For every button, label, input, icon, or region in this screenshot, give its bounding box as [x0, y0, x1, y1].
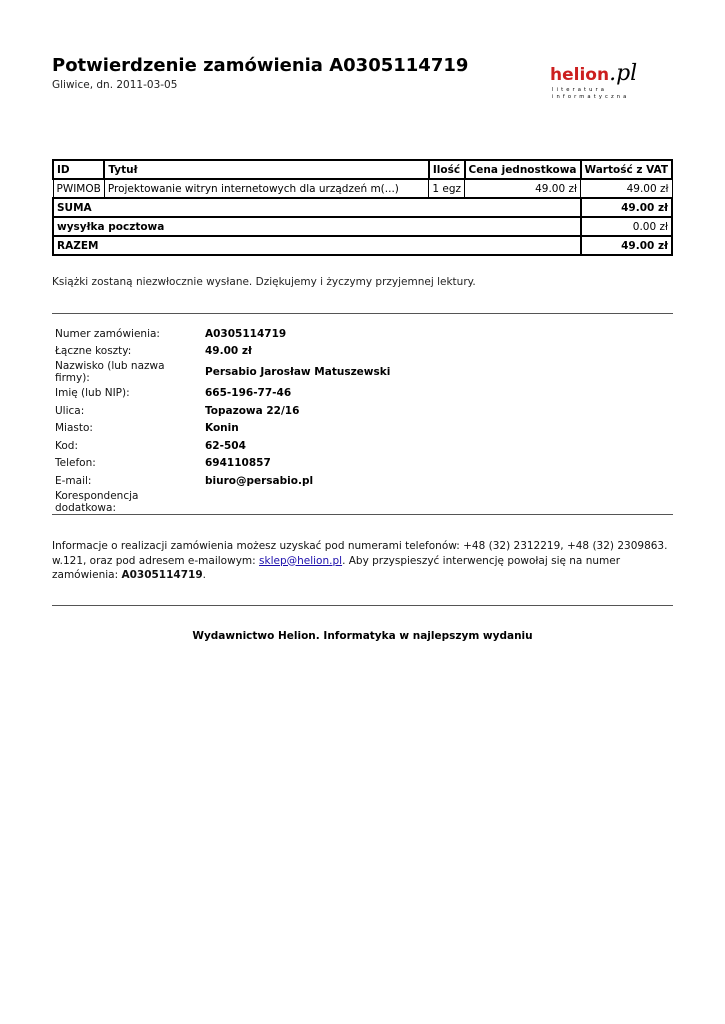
detail-label: E-mail:: [55, 474, 92, 487]
detail-row: [52, 325, 552, 343]
info-text-end: .: [202, 569, 206, 581]
cell-title: Projektowanie witryn internetowych dla urządzeń m(...): [104, 179, 429, 198]
shop-email-link[interactable]: sklep@helion.pl: [259, 554, 343, 567]
detail-value: 665-196-77-46: [205, 386, 292, 399]
cell-unit-price: 49.00 zł: [465, 179, 581, 198]
total-value: 49.00 zł: [581, 236, 673, 255]
detail-row: [52, 419, 552, 437]
detail-label: Telefon:: [55, 457, 96, 470]
order-items-table: [52, 159, 673, 256]
footer-slogan: Wydawnictwo Helion. Informatyka w najlepszym wydaniu: [192, 630, 533, 642]
cell-total: 49.00 zł: [581, 179, 673, 198]
info-order-number: A0305114719: [121, 569, 203, 581]
table-row: [53, 179, 672, 198]
info-text: Informacje o realizacji zamówienia możesz uzyskać pod numerami telefonów: +48 (32) 2312219, +48 (32) 2309863. w.121, oraz pod adresem e-mailowym:: [52, 540, 668, 567]
contact-info: [52, 539, 677, 583]
detail-label: Łączne koszty:: [55, 345, 132, 358]
divider: [52, 605, 673, 606]
total-label: RAZEM: [53, 236, 581, 255]
detail-row: [52, 384, 552, 402]
col-header-title: Tytuł: [104, 160, 429, 179]
detail-row: [52, 490, 552, 514]
logo-tagline-1: literatura: [552, 87, 608, 93]
logo-word: helion: [550, 65, 610, 85]
detail-row: [52, 360, 552, 384]
detail-value: A0305114719: [205, 327, 287, 340]
sum-label: SUMA: [53, 198, 581, 217]
total-row: [53, 236, 672, 255]
detail-value: biuro@persabio.pl: [205, 474, 314, 487]
detail-label: Imię (lub NIP):: [55, 386, 130, 399]
detail-value: [202, 490, 552, 514]
helion-logo: [548, 55, 658, 105]
divider: [52, 313, 673, 314]
info-text-middle: . Aby przyspieszyć interwencję powołaj się na numer zamówienia:: [52, 554, 621, 581]
detail-value: 694110857: [205, 457, 271, 470]
detail-value: 49.00 zł: [205, 345, 252, 358]
col-header-total: Wartość z VAT: [581, 160, 673, 179]
detail-row: [52, 343, 552, 361]
detail-value: Topazowa 22/16: [205, 404, 300, 417]
shipping-row: [53, 217, 672, 236]
detail-row: [52, 402, 552, 420]
document-date: Gliwice, dn. 2011-03-05: [52, 79, 178, 91]
sum-value: 49.00 zł: [581, 198, 673, 217]
detail-row: [52, 455, 552, 473]
detail-label: Korespondencja dodatkowa:: [55, 489, 139, 514]
order-details: [52, 325, 552, 514]
detail-value: 62-504: [205, 439, 246, 452]
logo-tagline-2: informatyczna: [552, 94, 630, 100]
cell-id: PWIMOB: [53, 179, 104, 198]
detail-label: Miasto:: [55, 422, 93, 435]
sum-row: [53, 198, 672, 217]
shipping-value: 0.00 zł: [581, 217, 673, 236]
detail-value: Persabio Jarosław Matuszewski: [205, 366, 391, 379]
cell-qty: 1 egz: [429, 179, 465, 198]
detail-label: Numer zamówienia:: [55, 327, 160, 340]
detail-label: Kod:: [55, 439, 78, 452]
detail-label: Nazwisko (lub nazwa firmy):: [55, 360, 165, 385]
thanks-message: Książki zostaną niezwłocznie wysłane. Dziękujemy i życzymy przyjemnej lektury.: [52, 276, 476, 288]
detail-row: [52, 437, 552, 455]
page-title: Potwierdzenie zamówienia A0305114719: [52, 55, 469, 76]
col-header-unit-price: Cena jednostkowa: [465, 160, 581, 179]
detail-row: [52, 472, 552, 490]
col-header-qty: Ilość: [429, 160, 465, 179]
detail-value: Konin: [205, 422, 239, 435]
detail-label: Ulica:: [55, 404, 85, 417]
logo-suffix: .pl: [609, 61, 638, 86]
table-header-row: [53, 160, 672, 179]
shipping-label: wysyłka pocztowa: [53, 217, 581, 236]
logo-wordmark: [550, 61, 637, 86]
col-header-id: ID: [53, 160, 104, 179]
divider: [52, 514, 673, 515]
